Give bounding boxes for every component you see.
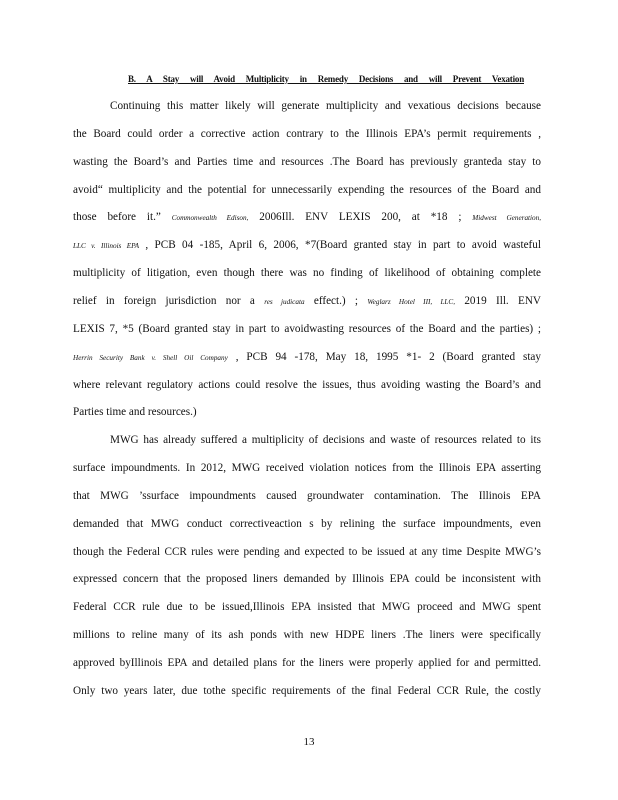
text-line: [73, 237, 541, 253]
text-line: [110, 432, 541, 448]
text-run: where relevant regulatory actions could resolve the issues, thus avoiding wasting the Board’s and: [73, 378, 541, 391]
text-line: [73, 349, 541, 365]
case-citation: LLC v. Illinois EPA: [73, 242, 139, 251]
text-run: millions to reline many of its ash ponds with new HDPE liners .The liners were specifically: [73, 629, 541, 642]
case-citation: Midwest Generation,: [472, 214, 542, 223]
case-citation: Herrin Security Bank v. Shell Oil Company: [73, 353, 228, 362]
text-line: [73, 460, 541, 476]
text-run: 2006Ill. ENV LEXIS 200, at *18 ;: [248, 211, 473, 224]
text-run: LEXIS 7, *5 (Board granted stay in part to avoidwasting resources of the Board and the parties) ;: [73, 322, 541, 335]
text-run: expressed concern that the proposed liners demanded by Illinois EPA could be inconsistent with: [73, 573, 541, 586]
text-line: [73, 655, 541, 671]
text-line: [73, 265, 541, 281]
text-run: Only two years later, due tothe specific requirements of the final Federal CCR Rule, the costly: [73, 684, 541, 697]
text-line: [73, 377, 541, 393]
text-run: that MWG ’ssurface impoundments caused groundwater contamination. The Illinois EPA: [73, 489, 541, 502]
text-run: multiplicity of litigation, even though there was no finding of likelihood of obtaining complete: [73, 267, 541, 280]
text-line: [73, 571, 541, 587]
text-run: 2019 Ill. ENV: [455, 294, 542, 307]
text-line: [73, 293, 541, 309]
text-run: those before it.”: [73, 211, 172, 224]
case-citation: Commonwealth Edison,: [171, 214, 249, 223]
case-citation: Weglarz Hotel III, LLC,: [367, 297, 456, 306]
text-run: the Board could order a corrective action contrary to the Illinois EPA’s permit requirements ,: [73, 127, 541, 140]
text-line: [110, 98, 541, 114]
text-run: demanded that MWG conduct correctiveaction s by relining the surface impoundments, even: [73, 517, 541, 530]
text-run: MWG has already suffered a multiplicity of decisions and waste of resources related to its: [110, 434, 541, 447]
text-run: Parties time and resources.): [73, 406, 197, 419]
text-run: avoid“ multiplicity and the potential for unnecessarily expending the resources of the Board and: [73, 183, 541, 196]
section-heading: B. A Stay will Avoid Multiplicity in Remedy Decisions and will Prevent Vexation: [128, 74, 524, 84]
text-line: [73, 544, 541, 560]
text-line: [73, 182, 541, 198]
text-run: surface impoundments. In 2012, MWG received violation notices from the Illinois EPA asserting: [73, 462, 541, 475]
text-line: [73, 209, 541, 225]
text-run: relief in foreign jurisdiction nor a: [73, 294, 265, 307]
page-number: 13: [303, 736, 315, 748]
text-run: , PCB 94 -178, May 18, 1995 *1- 2 (Board granted stay: [227, 350, 541, 363]
text-run: Continuing this matter likely will generate multiplicity and vexatious decisions because: [110, 100, 541, 112]
text-line: [73, 599, 541, 615]
text-run: , PCB 04 -185, April 6, 2006, *7(Board granted stay in part to avoid wasteful: [138, 239, 541, 252]
text-line: [73, 683, 541, 699]
text-run: wasting the Board’s and Parties time and resources .The Board has previously granteda stay to: [73, 155, 541, 168]
text-line: [73, 516, 541, 532]
text-line: [73, 627, 541, 643]
text-line: [73, 488, 541, 504]
text-run: though the Federal CCR rules were pending and expected to be issued at any time Despite MWG’s: [73, 545, 541, 558]
text-run: approved byIllinois EPA and detailed plans for the liners were properly applied for and permitted.: [73, 657, 541, 669]
case-citation: res judicata: [264, 297, 305, 306]
text-line: [73, 154, 541, 170]
text-run: Federal CCR rule due to be issued,Illinois EPA insisted that MWG proceed and MWG spent: [73, 601, 541, 614]
text-line: [73, 404, 541, 420]
text-line: [73, 321, 541, 337]
text-run: effect.) ;: [304, 294, 368, 307]
text-line: [73, 126, 541, 142]
